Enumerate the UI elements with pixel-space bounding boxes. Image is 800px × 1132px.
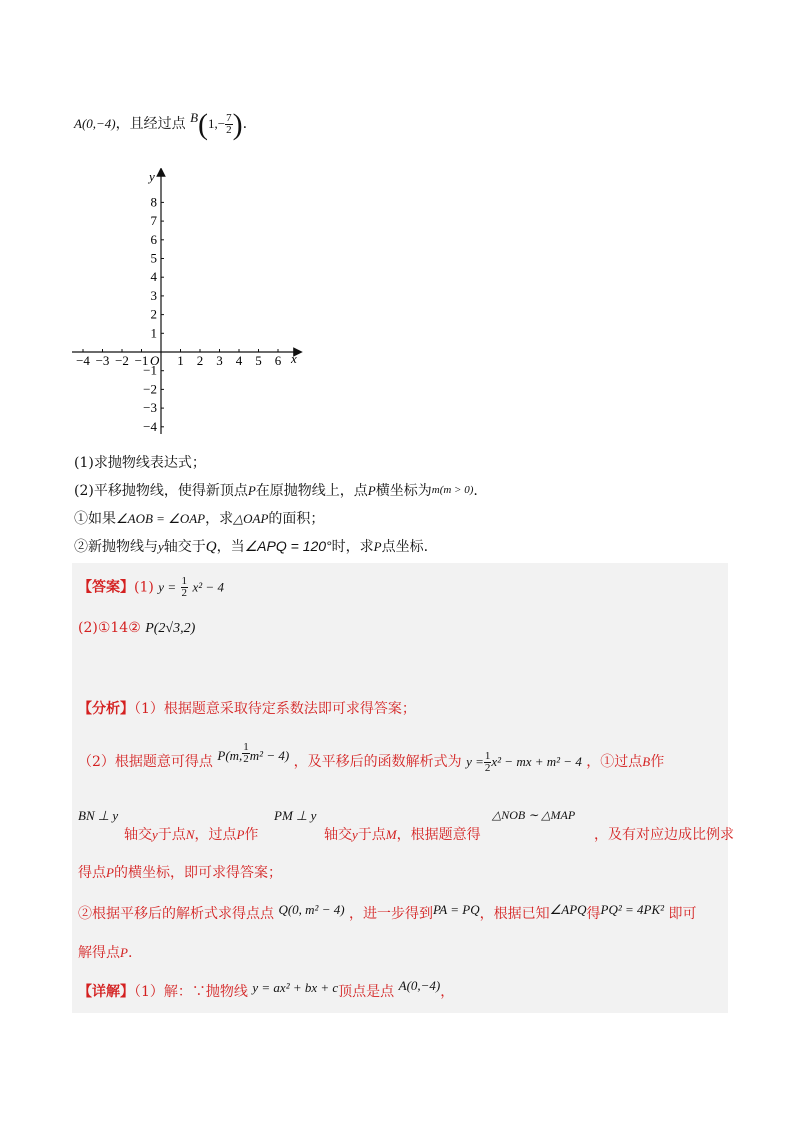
x-tick-label: −1 bbox=[134, 353, 149, 368]
x-tick-label: 4 bbox=[235, 353, 243, 368]
y-tick-label: 6 bbox=[150, 231, 157, 247]
y-tick-label: 5 bbox=[150, 250, 157, 266]
analysis-similar-expr: △NOB ∼ △MAP bbox=[492, 808, 576, 822]
coordinate-graph bbox=[70, 168, 310, 438]
point-b-prefix: B bbox=[190, 110, 199, 125]
origin-label: O bbox=[150, 353, 160, 368]
analysis-line-4b: 轴交y于点M，根据题意得 bbox=[324, 827, 481, 843]
answer-line-1: 【答案】(1) y = $\frac{1}{2}$ x² − 4 bbox=[78, 575, 224, 599]
analysis-tag: 【分析】 bbox=[78, 701, 134, 717]
analysis-line-2: （2）根据题意可得点 P(m, $\frac{1}{2}$ m² − 4) ，及平移后的函数解析式为 y = $\frac{1}{2}$ x² − mx + m² − 4 ，①过点B作 bbox=[78, 741, 665, 774]
analysis-line-6: ②根据平移后的解析式求得点点 Q(0, m² − 4) ，进一步得到PA = PQ，根据已知∠APQ得PQ² = 4PK² 即可 bbox=[78, 902, 697, 922]
detail-line: 【详解】（1）解：∵抛物线 y = ax² + bx + c顶点是点 A(0,−4)， bbox=[78, 978, 455, 1000]
analysis-line-7: 解得点P. bbox=[78, 945, 133, 961]
y-tick-label: 3 bbox=[150, 287, 157, 303]
x-tick-label: −2 bbox=[115, 353, 129, 368]
y-axis-label: y bbox=[149, 169, 155, 184]
y-tick-label: −3 bbox=[143, 400, 157, 416]
detail-tag: 【详解】 bbox=[78, 984, 134, 1000]
point-b-x: 1,− bbox=[208, 116, 226, 131]
x-tick-label: 5 bbox=[255, 353, 262, 368]
x-tick-label: 2 bbox=[196, 353, 204, 368]
analysis-pm-expr: PM ⊥ y bbox=[274, 808, 317, 823]
question-2-1: ①如果∠AOB = ∠OAP，求△OAP的面积； bbox=[74, 511, 325, 527]
y-tick-label: 4 bbox=[150, 269, 157, 285]
y-tick-label: 8 bbox=[150, 194, 157, 210]
y-tick-label: −1 bbox=[143, 362, 157, 378]
y-tick-label: 2 bbox=[150, 306, 157, 322]
x-tick-label: −4 bbox=[76, 353, 90, 368]
question-2: (2)平移抛物线，使得新顶点P在原抛物线上，点P横坐标为m(m > 0). bbox=[74, 483, 478, 499]
y-tick-label: −2 bbox=[143, 381, 157, 397]
y-tick-label: −4 bbox=[143, 418, 157, 434]
x-tick-label: 1 bbox=[177, 353, 184, 368]
question-2-2: ②新抛物线与y轴交于Q，当∠APQ = 120°时，求P点坐标. bbox=[74, 538, 429, 555]
analysis-bn-expr: BN ⊥ y bbox=[78, 808, 119, 823]
x-tick-label: 6 bbox=[274, 353, 282, 368]
intro-end: . bbox=[242, 116, 248, 132]
point-a-label: A(0,−4) bbox=[74, 116, 116, 131]
intro-line: A(0,−4)，且经过点 B(1,− $\frac{7}{2}$ ). bbox=[74, 108, 248, 141]
analysis-line-1: 【分析】（1）根据题意采取待定系数法即可求得答案； bbox=[78, 701, 416, 717]
answer-line-2: (2)①14② P(2√3,2) bbox=[78, 620, 196, 636]
point-b-fraction: $\frac{7}{2}$ bbox=[226, 111, 232, 136]
question-1: (1)求抛物线表达式； bbox=[74, 455, 206, 471]
x-tick-label: −3 bbox=[95, 353, 110, 368]
analysis-line-4c: ，及有对应边成比例求 bbox=[594, 827, 734, 843]
intro-text: ，且经过点 bbox=[115, 116, 186, 132]
y-tick-label: 1 bbox=[150, 325, 157, 341]
analysis-line-5: 得点P的横坐标，即可求得答案； bbox=[78, 865, 282, 881]
x-tick-label: 3 bbox=[216, 353, 223, 368]
y-tick-label: 7 bbox=[150, 213, 157, 229]
analysis-line-4: 轴交y于点N，过点P作 bbox=[124, 827, 259, 843]
answer-tag: 【答案】 bbox=[78, 579, 134, 596]
x-axis-label: x bbox=[291, 351, 297, 366]
